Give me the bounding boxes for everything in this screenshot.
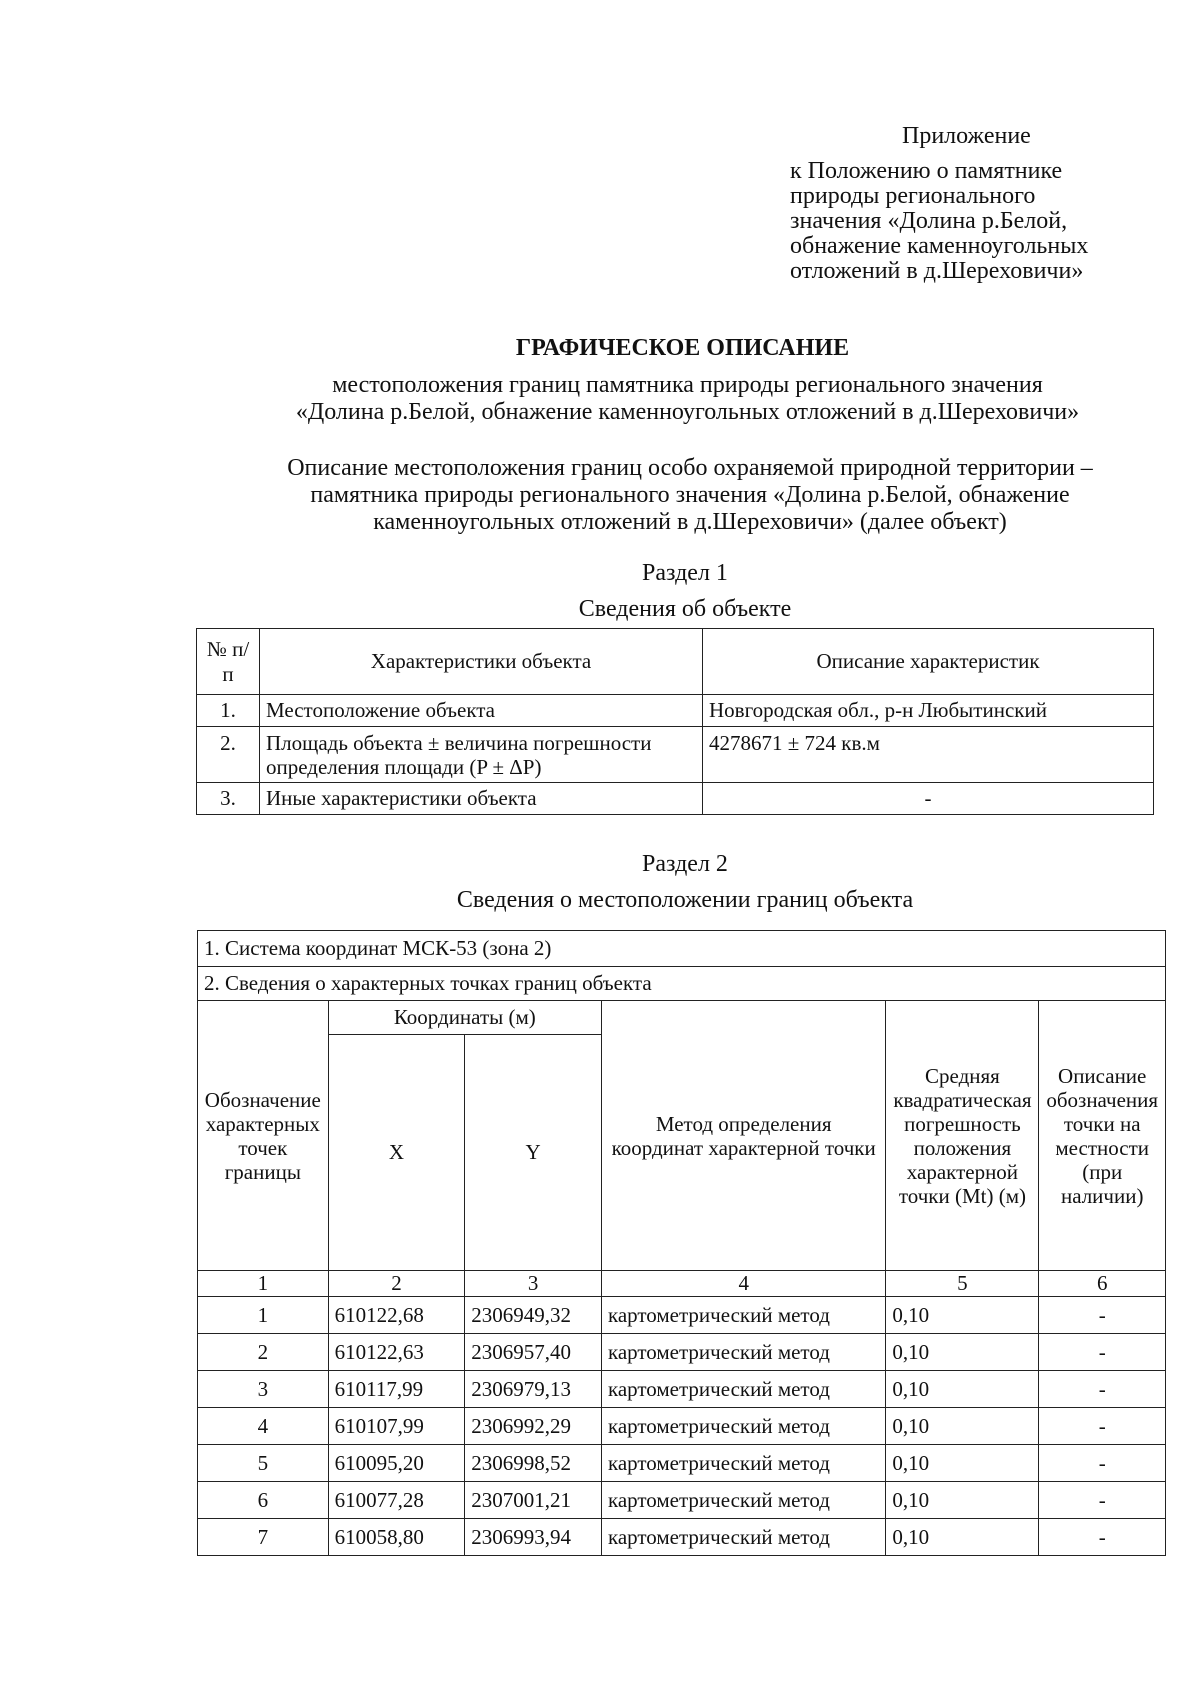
header-cell: Средняя квадратическая погрешность положения характерной точки (Mt) (м): [886, 1001, 1039, 1271]
table-cell: 2306998,52: [465, 1445, 602, 1482]
description-paragraph: [210, 455, 1170, 536]
table-cell: 2307001,21: [465, 1482, 602, 1519]
header-cell: Описание характеристик: [703, 629, 1154, 695]
description-line: Описание местоположения границ особо охраняемой природной территории –: [287, 455, 1093, 481]
table-cell: 0,10: [886, 1371, 1039, 1408]
table-cell: 5: [886, 1271, 1039, 1297]
table-row: [198, 1519, 1166, 1556]
appendix-line: к Положению о памятнике: [790, 158, 1063, 184]
table-cell: 0,10: [886, 1445, 1039, 1482]
table-cell: 4278671 ± 724 кв.м: [703, 727, 1154, 783]
table-cell: картометрический метод: [601, 1334, 885, 1371]
table-cell: 610122,63: [328, 1334, 465, 1371]
table-cell: 4: [198, 1408, 329, 1445]
coord-system-row: [198, 931, 1166, 967]
table-cell: -: [1039, 1334, 1166, 1371]
appendix-label: Приложение: [902, 123, 1031, 149]
description-line: каменноугольных отложений в д.Шереховичи» (далее объект): [373, 509, 1007, 535]
table-cell: 0,10: [886, 1519, 1039, 1556]
table-row: [198, 1371, 1166, 1408]
table-cell: -: [1039, 1408, 1166, 1445]
table-cell: 1: [198, 1297, 329, 1334]
table-cell: 2: [198, 1334, 329, 1371]
subtitle-line: «Долина р.Белой, обнажение каменноугольных отложений в д.Шереховичи»: [295, 399, 1080, 425]
table-cell: 610117,99: [328, 1371, 465, 1408]
table-cell: -: [1039, 1482, 1166, 1519]
table-cell: 610095,20: [328, 1445, 465, 1482]
table-header-row: [197, 629, 1154, 695]
section2-label: Раздел 2: [642, 851, 728, 877]
table-cell: 4: [601, 1271, 885, 1297]
table-cell: картометрический метод: [601, 1297, 885, 1334]
table-cell: картометрический метод: [601, 1408, 885, 1445]
table-row: [198, 1482, 1166, 1519]
table-cell: 1.: [197, 695, 260, 727]
table-row: [198, 1408, 1166, 1445]
appendix-line: природы регионального: [790, 183, 1036, 209]
table-cell: 2.: [197, 727, 260, 783]
header-cell: Обозначение характерных точек границы: [198, 1001, 329, 1271]
table-cell: 2306949,32: [465, 1297, 602, 1334]
description-line: памятника природы регионального значения «Долина р.Белой, обнажение: [310, 482, 1070, 508]
header-cell: X: [328, 1035, 465, 1271]
table-cell: картометрический метод: [601, 1371, 885, 1408]
header-cell: Характеристики объекта: [260, 629, 703, 695]
document-subtitle: [215, 372, 1160, 426]
table-cell: 2306979,13: [465, 1371, 602, 1408]
table-cell: 2306957,40: [465, 1334, 602, 1371]
table-cell: Местоположение объекта: [260, 695, 703, 727]
table-row: [198, 1334, 1166, 1371]
table-row: [198, 1297, 1166, 1334]
table-cell: 3.: [197, 783, 260, 815]
column-number-row: [198, 1271, 1166, 1297]
table-cell: 610122,68: [328, 1297, 465, 1334]
table-row: [197, 783, 1154, 815]
subtitle-line: местоположения границ памятника природы регионального значения: [332, 372, 1043, 398]
coord-system-cell: 1. Система координат МСК-53 (зона 2): [198, 931, 1166, 967]
section1-label: Раздел 1: [642, 560, 728, 586]
header-cell: Метод определения координат характерной точки: [601, 1001, 885, 1271]
boundary-points-table: [197, 930, 1166, 1556]
table-cell: Новгородская обл., р-н Любытинский: [703, 695, 1154, 727]
header-cell: Y: [465, 1035, 602, 1271]
appendix-line: обнажение каменноугольных: [790, 233, 1089, 259]
appendix-line: отложений в д.Шереховичи»: [790, 258, 1084, 284]
table-cell: 3: [198, 1371, 329, 1408]
table-cell: 0,10: [886, 1408, 1039, 1445]
table-cell: 6: [1039, 1271, 1166, 1297]
header-cell: Координаты (м): [328, 1001, 601, 1035]
table-cell: -: [1039, 1445, 1166, 1482]
table-cell: 610077,28: [328, 1482, 465, 1519]
table-header-row: [198, 1001, 1166, 1035]
header-cell: Описание обозначения точки на местности (при наличии): [1039, 1001, 1166, 1271]
table-cell: 2306992,29: [465, 1408, 602, 1445]
header-cell: № п/п: [197, 629, 260, 695]
table-cell: 2: [328, 1271, 465, 1297]
table-cell: 610058,80: [328, 1519, 465, 1556]
table-cell: картометрический метод: [601, 1482, 885, 1519]
table-cell: 3: [465, 1271, 602, 1297]
table-cell: 5: [198, 1445, 329, 1482]
table-cell: 2306993,94: [465, 1519, 602, 1556]
document-title: ГРАФИЧЕСКОЕ ОПИСАНИЕ: [515, 335, 850, 361]
table-cell: -: [1039, 1519, 1166, 1556]
points-table-body: [198, 1297, 1166, 1556]
section2-title: Сведения о местоположении границ объекта: [456, 887, 914, 913]
table-cell: 610107,99: [328, 1408, 465, 1445]
table-row: [197, 695, 1154, 727]
appendix-block: [790, 124, 1190, 284]
table-cell: 1: [198, 1271, 329, 1297]
object-info-table: [196, 628, 1154, 815]
table-cell: 0,10: [886, 1297, 1039, 1334]
section1-title: Сведения об объекте: [578, 596, 792, 622]
table-cell: картометрический метод: [601, 1519, 885, 1556]
points-info-row: [198, 967, 1166, 1001]
table-cell: 6: [198, 1482, 329, 1519]
table-cell: картометрический метод: [601, 1445, 885, 1482]
appendix-line: значения «Долина р.Белой,: [790, 208, 1068, 234]
table-cell: -: [1039, 1371, 1166, 1408]
table-row: [197, 727, 1154, 783]
table-row: [198, 1445, 1166, 1482]
table-cell: -: [703, 783, 1154, 815]
points-info-cell: 2. Сведения о характерных точках границ объекта: [198, 967, 1166, 1001]
table-cell: 0,10: [886, 1334, 1039, 1371]
table-cell: 0,10: [886, 1482, 1039, 1519]
table-cell: -: [1039, 1297, 1166, 1334]
table-cell: 7: [198, 1519, 329, 1556]
table-cell: Иные характеристики объекта: [260, 783, 703, 815]
table-cell: Площадь объекта ± величина погрешности определения площади (P ± ΔP): [260, 727, 703, 783]
